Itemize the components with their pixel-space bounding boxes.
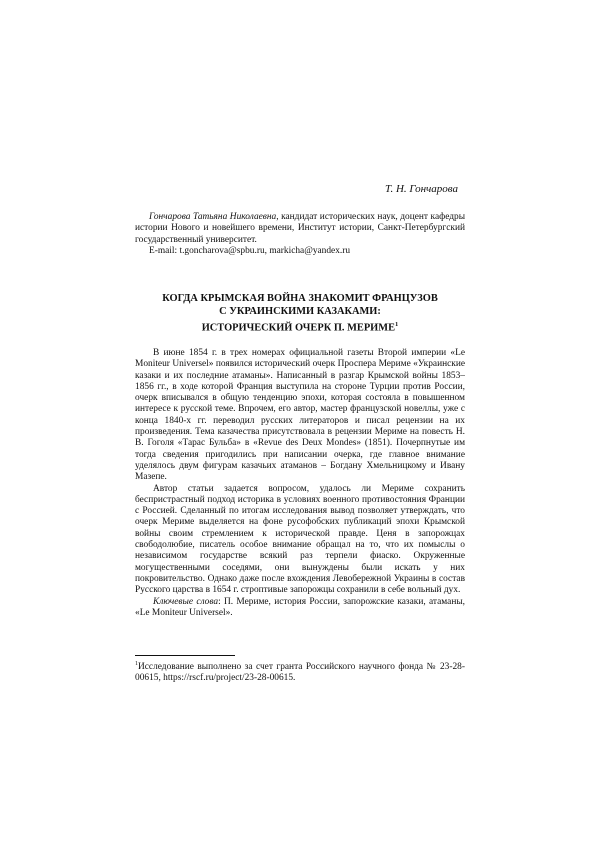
title-footnote-mark: 1 [395, 321, 399, 328]
affiliation-details: , кандидат исторических наук, доцент кафедры истории Нового и новейшего времени, Институт истории, Санкт-Петербургский государственный университет. [135, 212, 465, 245]
author-affiliation [135, 212, 465, 257]
title-line-3 [135, 318, 465, 334]
title-line-3-text: ИСТОРИЧЕСКИЙ ОЧЕРК П. МЕРИМЕ [201, 322, 396, 334]
keywords-list: : П. Мериме, история России, запорожские казаки, атаманы, «Le Moniteur Universel». [135, 596, 465, 618]
footnote-mark: 1 [135, 661, 138, 667]
abstract-paragraph-1: В июне 1854 г. в трех номерах официальной газеты Второй империи «Le Moniteur Universel» появился исторический очерк Проспера Мериме «Украинские казаки и их последние атаманы». Написанный в разгар Крымской войны 1853–1856 гг., в ходе которой Франция выступила на стороне Турции против России, очерк вписывался в общую тенденцию эпохи, которая состояла в повышенном интересе к русской теме. Впрочем, его автор, мастер французской новеллы, уже с конца 1840-х гг. переводил русских литераторов и писал рецензии на их произведения. Тема казачества присутствовала в рецензии Мериме на повесть Н. В. Гоголя «Тарас Бульба» в «Revue des Deux Mondes» (1851). Почерпнутые им тогда сведения пригодились при написании очерка, где главное внимание уделялось двум фигурам казачьих атаманов – Богдану Хмельницкому и Ивану Мазепе. [135, 348, 465, 483]
author-email: E-mail: t.goncharova@spbu.ru, markicha@yandex.ru [149, 245, 351, 256]
author-full-name: Гончарова Татьяна Николаевна [149, 212, 277, 222]
footnote-text: Исследование выполнено за счет гранта Российского научного фонда № 23-28-00615, https://rscf.ru/project/23-28-00615. [135, 662, 465, 684]
article-title [135, 292, 465, 334]
keywords [135, 597, 465, 620]
title-line-2: С УКРАИНСКИМИ КАЗАКАМИ: [219, 306, 381, 317]
affiliation-text [135, 212, 465, 246]
abstract [135, 348, 465, 619]
footnote-divider [135, 655, 235, 656]
running-author: Т. Н. Гончарова [385, 183, 458, 195]
footnote [135, 659, 465, 685]
title-line-1: КОГДА КРЫМСКАЯ ВОЙНА ЗНАКОМИТ ФРАНЦУЗОВ [162, 293, 438, 304]
keywords-label: Ключевые слова [153, 596, 219, 607]
abstract-paragraph-2: Автор статьи задается вопросом, удалось ли Мериме сохранить беспристрастный подход историка в условиях военного противостояния Франции с Россией. Сделанный по итогам исследования вывод позволяет утверждать, что очерк Мериме выделяется на фоне русофобских публикаций эпохи Крымской войны своим стремлением к исторической правде. Ценя в запорожцах свободолюбие, писатель особое внимание обращал на то, что их помыслы о независимом государстве всякий раз терпели фиаско. Окруженные могущественными соседями, они вынуждены были искать у них покровительство. Однако даже после вхождения Левобережной Украины в состав Русского царства в 1654 г. строптивые запорожцы сохранили в себе вольный дух. [135, 483, 465, 596]
